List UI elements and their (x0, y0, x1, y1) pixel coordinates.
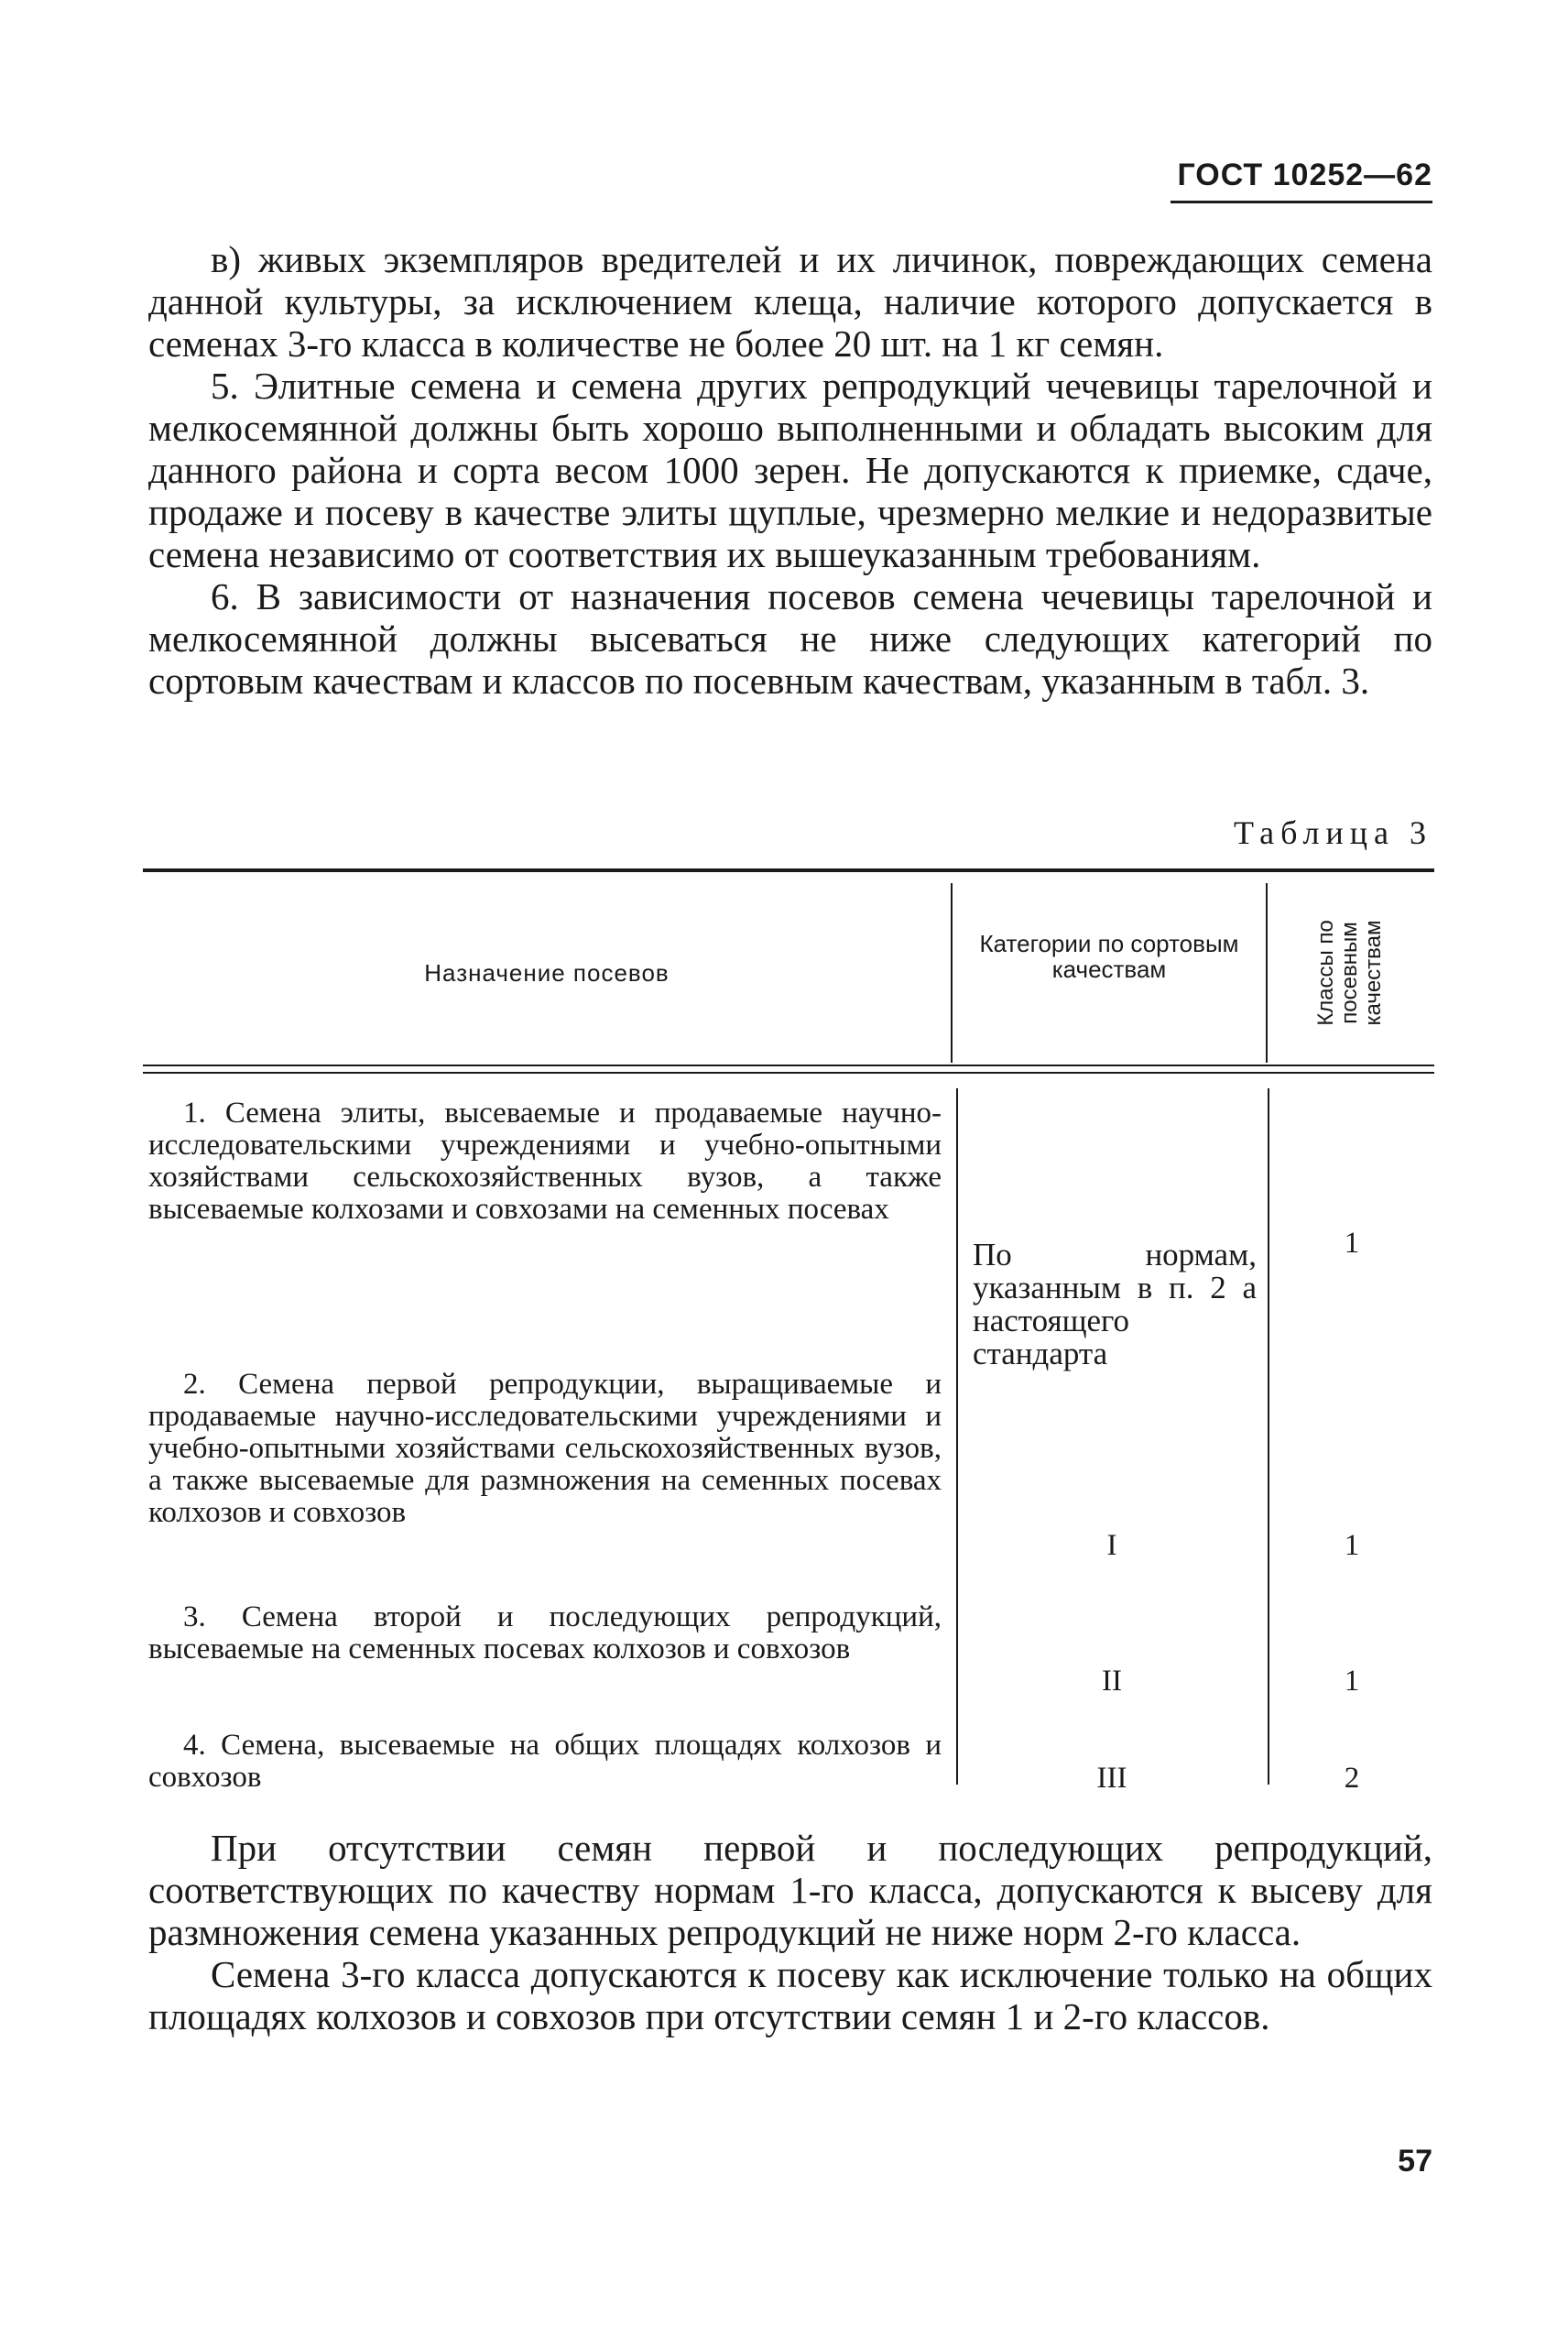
paragraph-sowing-purpose: 6. В зависимости от назначения посевов семена чечевицы тарелочной и мелкосемянной должны высеваться не ниже следующих категорий по сортовым качествам и классов по посевным качествам, указанным в табл. 3. (148, 575, 1432, 702)
header-category: Категории по сортовым качествам (979, 930, 1239, 983)
paragraph-pests: в) живых экземпляров вредителей и их личинок, повреждающих семена данной культуры, за исключением клеща, наличие которого допускается в семенах 3-го класса в количестве не более 20 шт. на 1 кг семян. (148, 238, 1432, 365)
row-2-category: I (1106, 1529, 1117, 1562)
header-purpose: Назначение посевов (424, 959, 670, 987)
table-header-rule-2 (143, 1072, 1434, 1074)
footer-text (148, 1827, 1432, 2037)
row-1-class: 1 (1344, 1227, 1360, 1260)
row-3-category: II (1102, 1665, 1122, 1698)
seed-table (143, 868, 1434, 1794)
table-label: Таблица 3 (1234, 814, 1432, 851)
table-top-rule (143, 868, 1434, 872)
paragraph-third-class: Семена 3-го класса допускаются к посеву как исключение только на общих площадях колхозов и совхозов при отсутствии семян 1 и 2-го классов. (148, 1953, 1432, 2037)
header-class: Классы по посевным качествам (1313, 920, 1386, 1026)
row-2-description: 2. Семена первой репродукции, выращиваемые и продаваемые научно-исследовательскими учреждениями и учебно-опытными хозяйствами сельскохозяйственных вузов, а также высеваемые для размножения на семенных посевах колхозов и совхозов (148, 1368, 942, 1529)
page-number: 57 (1398, 2144, 1432, 2179)
row-3-class: 1 (1344, 1665, 1360, 1698)
row-4-category: III (1096, 1762, 1127, 1795)
row-2-class: 1 (1344, 1529, 1360, 1562)
row-4-class: 2 (1344, 1762, 1360, 1795)
row-1-description: 1. Семена элиты, высеваемые и продаваемые научно-исследовательскими учреждениями и учебно-опытными хозяйствами сельскохозяйственных вузов, а также высеваемые колхозами и совхозами на семенных посевах (148, 1097, 942, 1226)
standard-header: ГОСТ 10252—62 (1171, 158, 1432, 203)
category-note: По нормам, указанным в п. 2 а настоящего стандарта (973, 1237, 1257, 1371)
paragraph-reproduction-absence: При отсутствии семян первой и последующих репродукций, соответствующих по качеству нормам 1-го класса, допускаются к высеву для размножения семена указанных репродукций не ниже норм 2-го класса. (148, 1827, 1432, 1953)
row-3-description: 3. Семена второй и последующих репродукций, высеваемые на семенных посевах колхозов и совхозов (148, 1600, 942, 1665)
header-class-cell (1266, 883, 1434, 1063)
table-header-rule (143, 1065, 1434, 1066)
row-4-description: 4. Семена, высеваемые на общих площадях колхозов и совхозов (148, 1729, 942, 1794)
body-text (148, 238, 1432, 702)
paragraph-elite-seeds: 5. Элитные семена и семена других репродукций чечевицы тарелочной и мелкосемянной должны быть хорошо выполненными и обладать высоким для данного района и сорта весом 1000 зерен. Не допускаются к приемке, сдаче, продаже и посеву в качестве элиты щуплые, чрезмерно мелкие и недоразвитые семена независимо от соответствия их вышеуказанным требованиям. (148, 365, 1432, 575)
